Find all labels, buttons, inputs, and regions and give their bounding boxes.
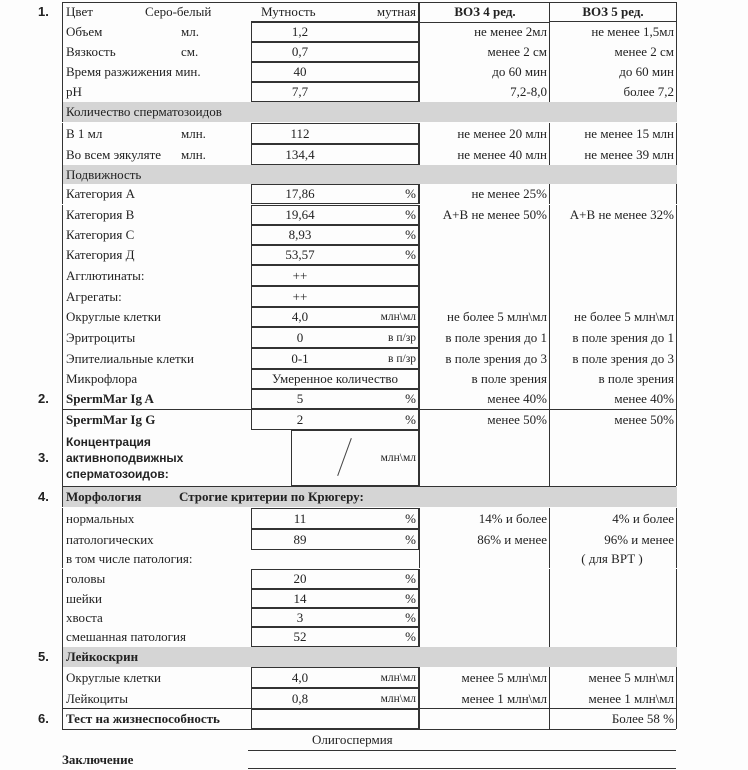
value-text: 40 [293,64,307,79]
who4-reference [419,627,549,647]
value-text: 17,86 [285,186,315,201]
who5-reference: 4% и более [549,508,677,529]
row-label: Во всем эякуляте [66,146,162,162]
table-row [62,265,677,286]
row-label: Морфология [66,489,142,504]
table-row [62,688,677,709]
who5-reference [549,265,677,286]
row-label: Категория Д [66,247,135,262]
who4-reference: не менее 2мл [419,22,549,42]
value-cell [251,569,419,589]
table-bottom-border [62,729,676,730]
section-number: 5. [38,649,49,664]
value-unit: млн\мл [380,692,416,705]
table-row [62,647,677,667]
value-unit: % [405,531,416,547]
row-label: Лейкоскрин [66,649,139,664]
table-row [62,508,677,529]
table-row [62,2,677,22]
value-text: 53,57 [285,247,315,262]
pen-stroke-mark [337,438,352,476]
value-text: 7,7 [291,84,309,99]
who5-reference: в поле зрения до 3 [549,348,677,369]
table-row [62,487,677,507]
who4-reference: 86% и менее [419,529,549,550]
table-row [62,184,677,204]
table-row [62,62,677,82]
table-row [62,286,677,307]
who4-reference: менее 5 млн\мл [419,667,549,688]
who5-reference: менее 1 млн\мл [549,688,677,709]
value-text: ++ [292,288,308,304]
who4-reference [419,569,549,589]
table-top-border [62,2,676,3]
who4-reference: не менее 40 млн [419,144,549,165]
row-label: головы [66,571,106,586]
table-row [62,327,677,348]
row-label: Концентрация активноподвижных сперматозоидов: [66,435,184,481]
who5-reference: Более 58 % [549,709,677,729]
section-border [62,486,676,487]
value-cell [251,286,419,307]
row-unit: мл. [181,24,199,39]
who4-reference [419,608,549,627]
conclusion-underline-2 [248,768,676,769]
value-unit: млн\мл [380,311,416,323]
value-unit: в п/зр [388,352,416,365]
value-unit: % [405,207,416,222]
who5-reference: 96% и менее [549,529,677,550]
who5-reference: в поле зрения [549,369,677,389]
value-cell [251,245,419,265]
table-row [62,22,677,42]
who4-reference [419,265,549,286]
value-text: 134,4 [285,146,315,162]
value-cell [251,389,419,409]
value-cell [251,123,419,144]
value-cell [291,430,419,486]
table-row [62,102,677,122]
row-label: Агрегаты: [66,288,122,304]
who5-reference: менее 2 см [549,42,677,62]
conclusion-label: Заключение [62,752,134,767]
value-text: ++ [292,267,308,283]
row-label: Объем [66,24,103,39]
row-label: Подвижность [66,166,142,182]
value-unit: % [405,510,416,526]
who5-reference [549,184,677,204]
value-cell [251,667,419,688]
row-label: смешанная патология [66,629,186,644]
who5-reference: не более 5 млн\мл [549,307,677,327]
who4-reference [419,589,549,608]
value-cell [251,327,419,348]
row-label: Количество сперматозоидов [66,104,222,119]
who4-reference [419,550,549,568]
value-cell [251,205,419,225]
value-unit: % [405,247,416,262]
value-unit: мутная [376,3,416,19]
table-row [62,529,677,550]
value-cell [251,688,419,709]
value-cell [251,709,419,729]
row-unit: Строгие критерии по Крюгеру: [179,489,364,504]
value-text: 0 [296,329,304,345]
who4-reference: в поле зрения [419,369,549,389]
who4-reference [419,430,549,486]
who5-reference: ( для ВРТ ) [549,550,677,568]
value-text: 2 [296,411,304,427]
table-row [62,589,677,608]
value-text: 19,64 [285,207,315,222]
who5-reference [549,569,677,589]
table-row [62,123,677,144]
who5-reference: ВОЗ 5 ред. [549,2,677,22]
value-unit: млн\мл [380,671,416,684]
table-row [62,369,677,389]
row-label: Категория В [66,207,135,222]
row-label: В 1 мл [66,125,103,141]
conclusion-underline [248,750,676,751]
who4-reference: не менее 25% [419,184,549,204]
value-unit: % [405,186,416,201]
row-label: патологических [66,531,154,547]
who4-reference: менее 2 см [419,42,549,62]
row-label: нормальных [66,510,135,526]
table-row [62,165,677,184]
table-row [62,144,677,165]
row-label: SpermMar Ig G [66,411,156,427]
table-row [62,389,677,409]
who4-reference: 7,2-8,0 [419,82,549,102]
table-row [62,42,677,62]
value-cell [251,82,419,102]
value-text: 14 [293,590,307,606]
who4-reference: не более 5 млн\мл [419,307,549,327]
who5-reference [549,430,677,486]
row-label: Эпителиальные клетки [66,350,194,366]
value-text: 0,7 [291,44,309,59]
who5-reference: в поле зрения до 1 [549,327,677,348]
row-label: шейки [66,590,103,606]
who4-reference: менее 40% [419,389,549,409]
table-row [62,245,677,265]
value-cell [251,184,419,204]
row-label: Цвет [66,4,93,19]
who4-reference: в поле зрения до 3 [419,348,549,369]
value-text: 1,2 [291,24,309,39]
who4-reference: до 60 мин [419,62,549,82]
value-unit: % [405,227,416,242]
who5-reference: более 7,2 [549,82,677,102]
value-cell [251,409,419,430]
section-number: 1. [38,4,49,19]
value-cell [251,529,419,550]
who5-reference: не менее 39 млн [549,144,677,165]
value-text: 20 [293,571,307,586]
value-cell [251,550,419,568]
value-cell [251,627,419,647]
row-label: Округлые клетки [66,309,161,324]
value-unit: % [405,391,416,406]
row-label: в том числе патология: [66,551,193,566]
value-unit: % [405,411,416,427]
conclusion-value: Олигоспермия [312,732,393,747]
who5-reference [549,608,677,627]
value-text: 112 [290,125,310,141]
value-text: 5 [296,391,304,406]
who5-reference: до 60 мин [549,62,677,82]
table-row [62,82,677,102]
value-cell [251,2,419,22]
who4-reference: менее 50% [419,409,549,430]
value-text: 4,0 [291,309,309,324]
value-text: Мутность [261,3,316,19]
who4-reference: А+В не менее 50% [419,205,549,225]
section-number: 6. [38,711,49,726]
value-text: 89 [293,531,307,547]
value-unit: % [405,590,416,606]
row-unit: см. [181,44,199,59]
row-label: Округлые клетки [66,669,161,685]
section-number: 4. [38,489,49,504]
table-row [62,627,677,647]
who4-reference: менее 1 млн\мл [419,688,549,709]
who5-reference: менее 5 млн\мл [549,667,677,688]
who4-reference [419,709,549,729]
value-text: 52 [293,629,307,644]
value-cell [251,22,419,42]
who4-reference: ВОЗ 4 ред. [419,2,550,23]
who5-reference: менее 50% [549,409,677,430]
row-unit: млн. [181,146,206,162]
who5-reference: А+В не менее 32% [549,205,677,225]
who5-reference [549,627,677,647]
row-label: Агглютинаты: [66,267,145,283]
table-row [62,409,677,430]
row-unit: млн. [181,125,206,141]
row-unit: Серо-белый [145,4,212,19]
value-text: 0,8 [291,690,309,706]
value-cell [251,42,419,62]
row-label: Вязкость [66,44,116,59]
table-row [62,205,677,225]
who5-reference [549,286,677,307]
value-cell [251,225,419,245]
who5-reference: не менее 1,5мл [549,22,677,42]
value-text: Умеренное количество [272,371,398,386]
value-cell [251,307,419,327]
section-number: 2. [38,391,49,406]
row-label: Тест на жизнеспособность [66,711,220,726]
table-row [62,430,677,486]
section-border [62,708,676,709]
who5-reference [549,589,677,608]
value-unit: в п/зр [388,331,416,344]
table-row [62,608,677,627]
value-cell [251,589,419,608]
who4-reference [419,225,549,245]
value-text: 0-1 [291,350,309,366]
row-label: Категория С [66,227,135,242]
who5-reference: не менее 15 млн [549,123,677,144]
who4-reference: в поле зрения до 1 [419,327,549,348]
value-cell [251,369,419,389]
row-label: Микрофлора [66,371,138,386]
value-cell [251,144,419,165]
value-cell [251,62,419,82]
table-row [62,667,677,688]
who4-reference: 14% и более [419,508,549,529]
row-label: хвоста [66,609,103,625]
value-text: 8,93 [288,227,312,242]
value-text: 4,0 [291,669,309,685]
section-border [62,409,676,410]
value-cell [251,508,419,529]
value-unit: % [405,571,416,586]
who4-reference [419,245,549,265]
who5-reference [549,245,677,265]
table-row [62,709,677,729]
who5-reference: менее 40% [549,389,677,409]
table-row [62,569,677,589]
row-label: SpermMar Ig A [66,391,154,406]
row-label: Время разжижения мин. [66,64,201,79]
value-cell [251,265,419,286]
table-row [62,348,677,369]
value-cell [251,348,419,369]
value-text: 3 [296,609,304,625]
value-cell [251,608,419,627]
section-number: 3. [38,450,49,465]
row-label: Эритроциты [66,329,136,345]
who4-reference [419,286,549,307]
who4-reference: не менее 20 млн [419,123,549,144]
value-unit: млн\мл [380,452,416,464]
value-unit: % [405,609,416,625]
table-row [62,550,677,568]
row-label: Лейкоциты [66,690,128,706]
value-text: 11 [293,510,307,526]
row-label: pH [66,84,82,99]
value-unit: % [405,629,416,644]
table-row [62,307,677,327]
table-row [62,225,677,245]
who5-reference [549,225,677,245]
row-label: Категория А [66,186,135,201]
